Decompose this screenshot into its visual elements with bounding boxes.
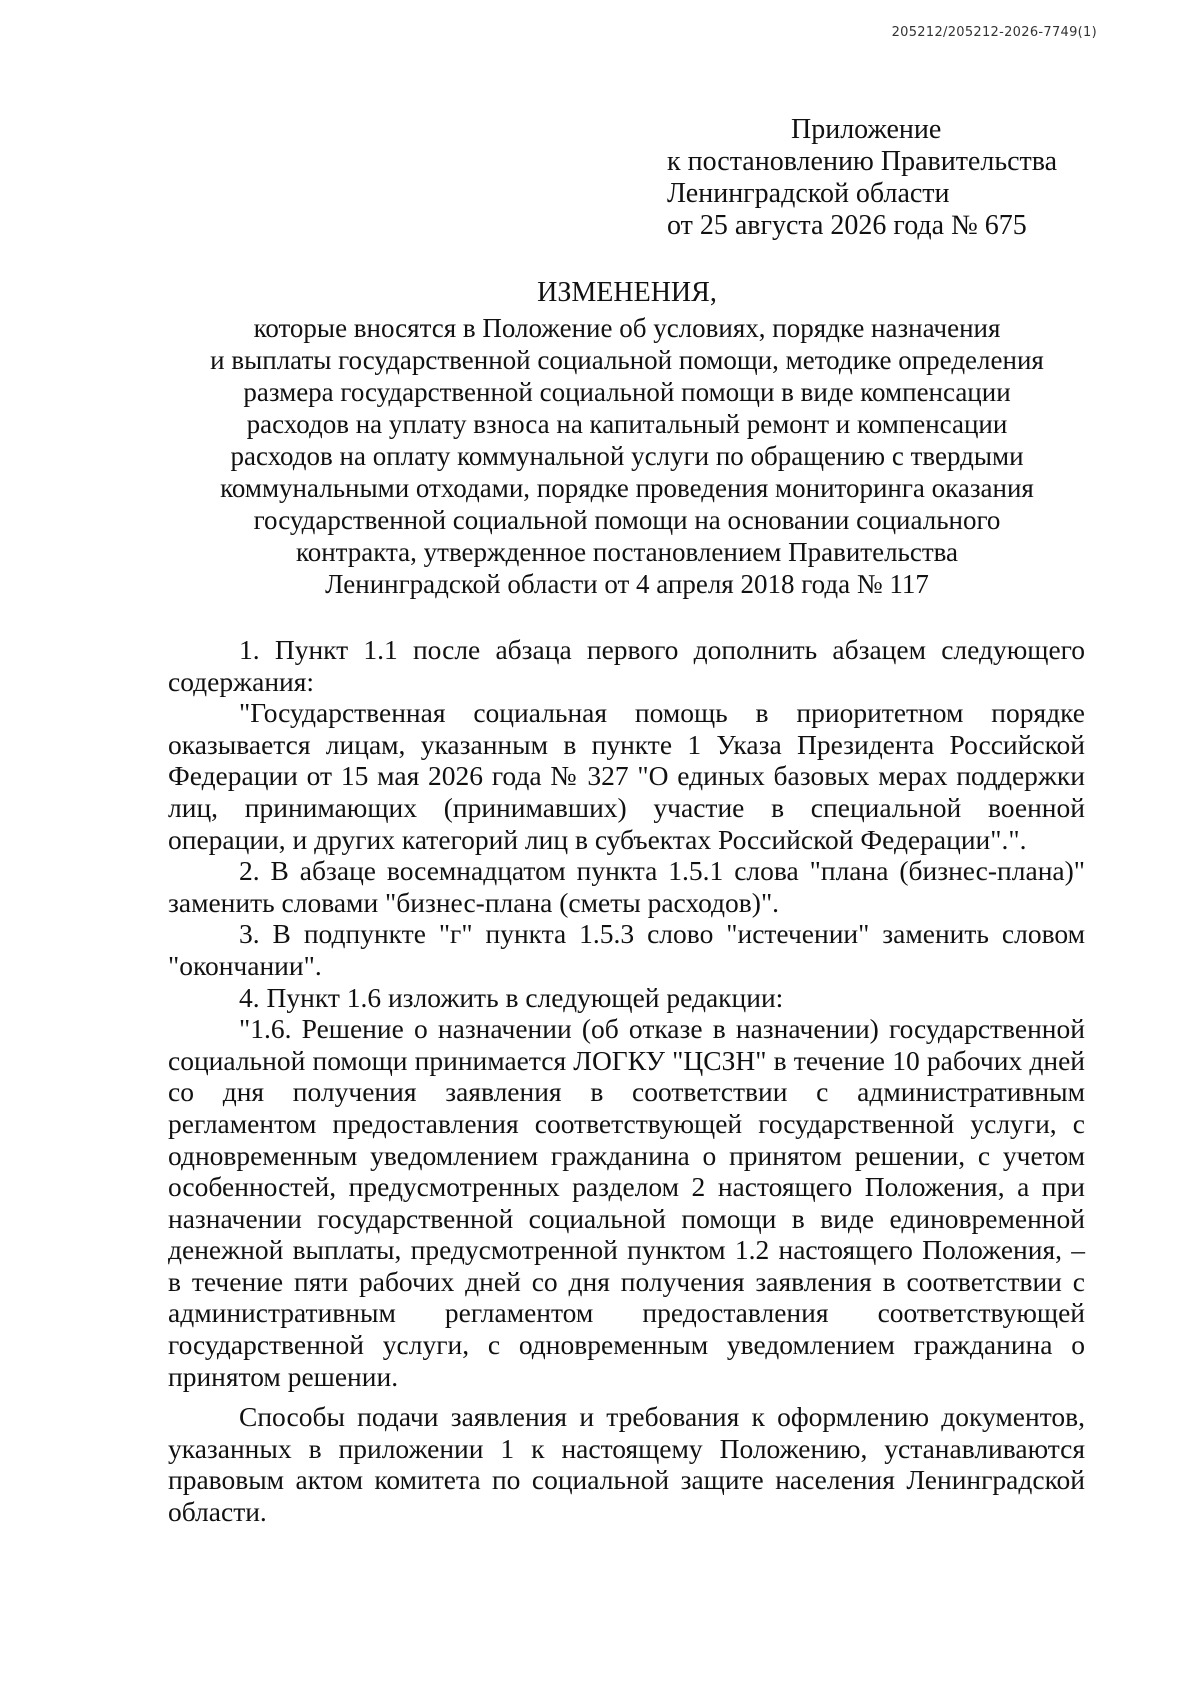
document-id: 205212/205212-2026-7749(1) — [891, 25, 1097, 40]
subtitle-line: контракта, утвержденное постановлением Правительства — [295, 537, 959, 567]
subtitle-line: расходов на оплату коммунальной услуги по обращению с твердыми — [230, 441, 1024, 471]
subtitle-line: Ленинградской области от 4 апреля 2018 года № 117 — [325, 569, 929, 599]
paragraph-item-4: 4. Пункт 1.6 изложить в следующей редакции: — [239, 981, 784, 1013]
approval-title: Приложение — [791, 114, 942, 145]
subtitle-line: которые вносятся в Положение об условиях, порядке назначения — [253, 313, 1001, 343]
approval-line: Ленинградской области — [667, 178, 950, 209]
paragraph-item-3: 3. В подпункте "г" пункта 1.5.3 слово "истечении" заменить словом "окончании". — [168, 918, 1085, 981]
quoted-paragraph: "Государственная социальная помощь в приоритетном порядке оказывается лицам, указанным в пункте 1 Указа Президента Российской Федерации от 15 мая 2026 года № 327 "О единых базовых мерах поддержки лиц, принимающих (принимавших) участие в специальной военной операции, и других категорий лиц в субъектах Российской Федерации".". — [168, 697, 1085, 855]
document-body — [168, 634, 1085, 1528]
subtitle-line: размера государственной социальной помощи в виде компенсации — [243, 377, 1011, 407]
subtitle-line: и выплаты государственной социальной помощи, методике определения — [210, 345, 1044, 375]
subtitle-line: расходов на уплату взноса на капитальный ремонт и компенсации — [246, 409, 1008, 439]
paragraph-item-2: 2. В абзаце восемнадцатом пункта 1.5.1 слова "плана (бизнес-плана)" заменить словами "бизнес-плана (сметы расходов)". — [168, 855, 1085, 918]
document-title: ИЗМЕНЕНИЯ, — [537, 277, 717, 308]
document-subtitle — [168, 312, 1086, 600]
paragraph-item-1: 1. Пункт 1.1 после абзаца первого дополнить абзацем следующего содержания: — [168, 634, 1085, 697]
subtitle-line: коммунальными отходами, порядке проведения мониторинга оказания — [220, 473, 1034, 503]
paragraph: Способы подачи заявления и требования к оформлению документов, указанных в приложении 1 к настоящему Положению, устанавливаются правовым актом комитета по социальной защите населения Ленинградской области. — [168, 1401, 1085, 1528]
subtitle-line: государственной социальной помощи на основании социального — [253, 505, 1001, 535]
approval-line: от 25 августа 2026 года № 675 — [667, 210, 1027, 241]
approval-block — [667, 114, 1087, 242]
approval-line: к постановлению Правительства — [667, 146, 1058, 177]
quoted-paragraph: "1.6. Решение о назначении (об отказе в назначении) государственной социальной помощи принимается ЛОГКУ "ЦСЗН" в течение 10 рабочих дней со дня получения заявления в соответствии с административным регламентом предоставления соответствующей государственной услуги, с одновременным уведомлением гражданина о принятом решении, с учетом особенностей, предусмотренных разделом 2 настоящего Положения, а при назначении государственной социальной помощи в виде единовременной денежной выплаты, предусмотренной пунктом 1.2 настоящего Положения, – в течение пяти рабочих дней со дня получения заявления в соответствии с административным регламентом предоставления соответствующей государственной услуги, с одновременным уведомлением гражданина о принятом решении. — [168, 1013, 1085, 1392]
